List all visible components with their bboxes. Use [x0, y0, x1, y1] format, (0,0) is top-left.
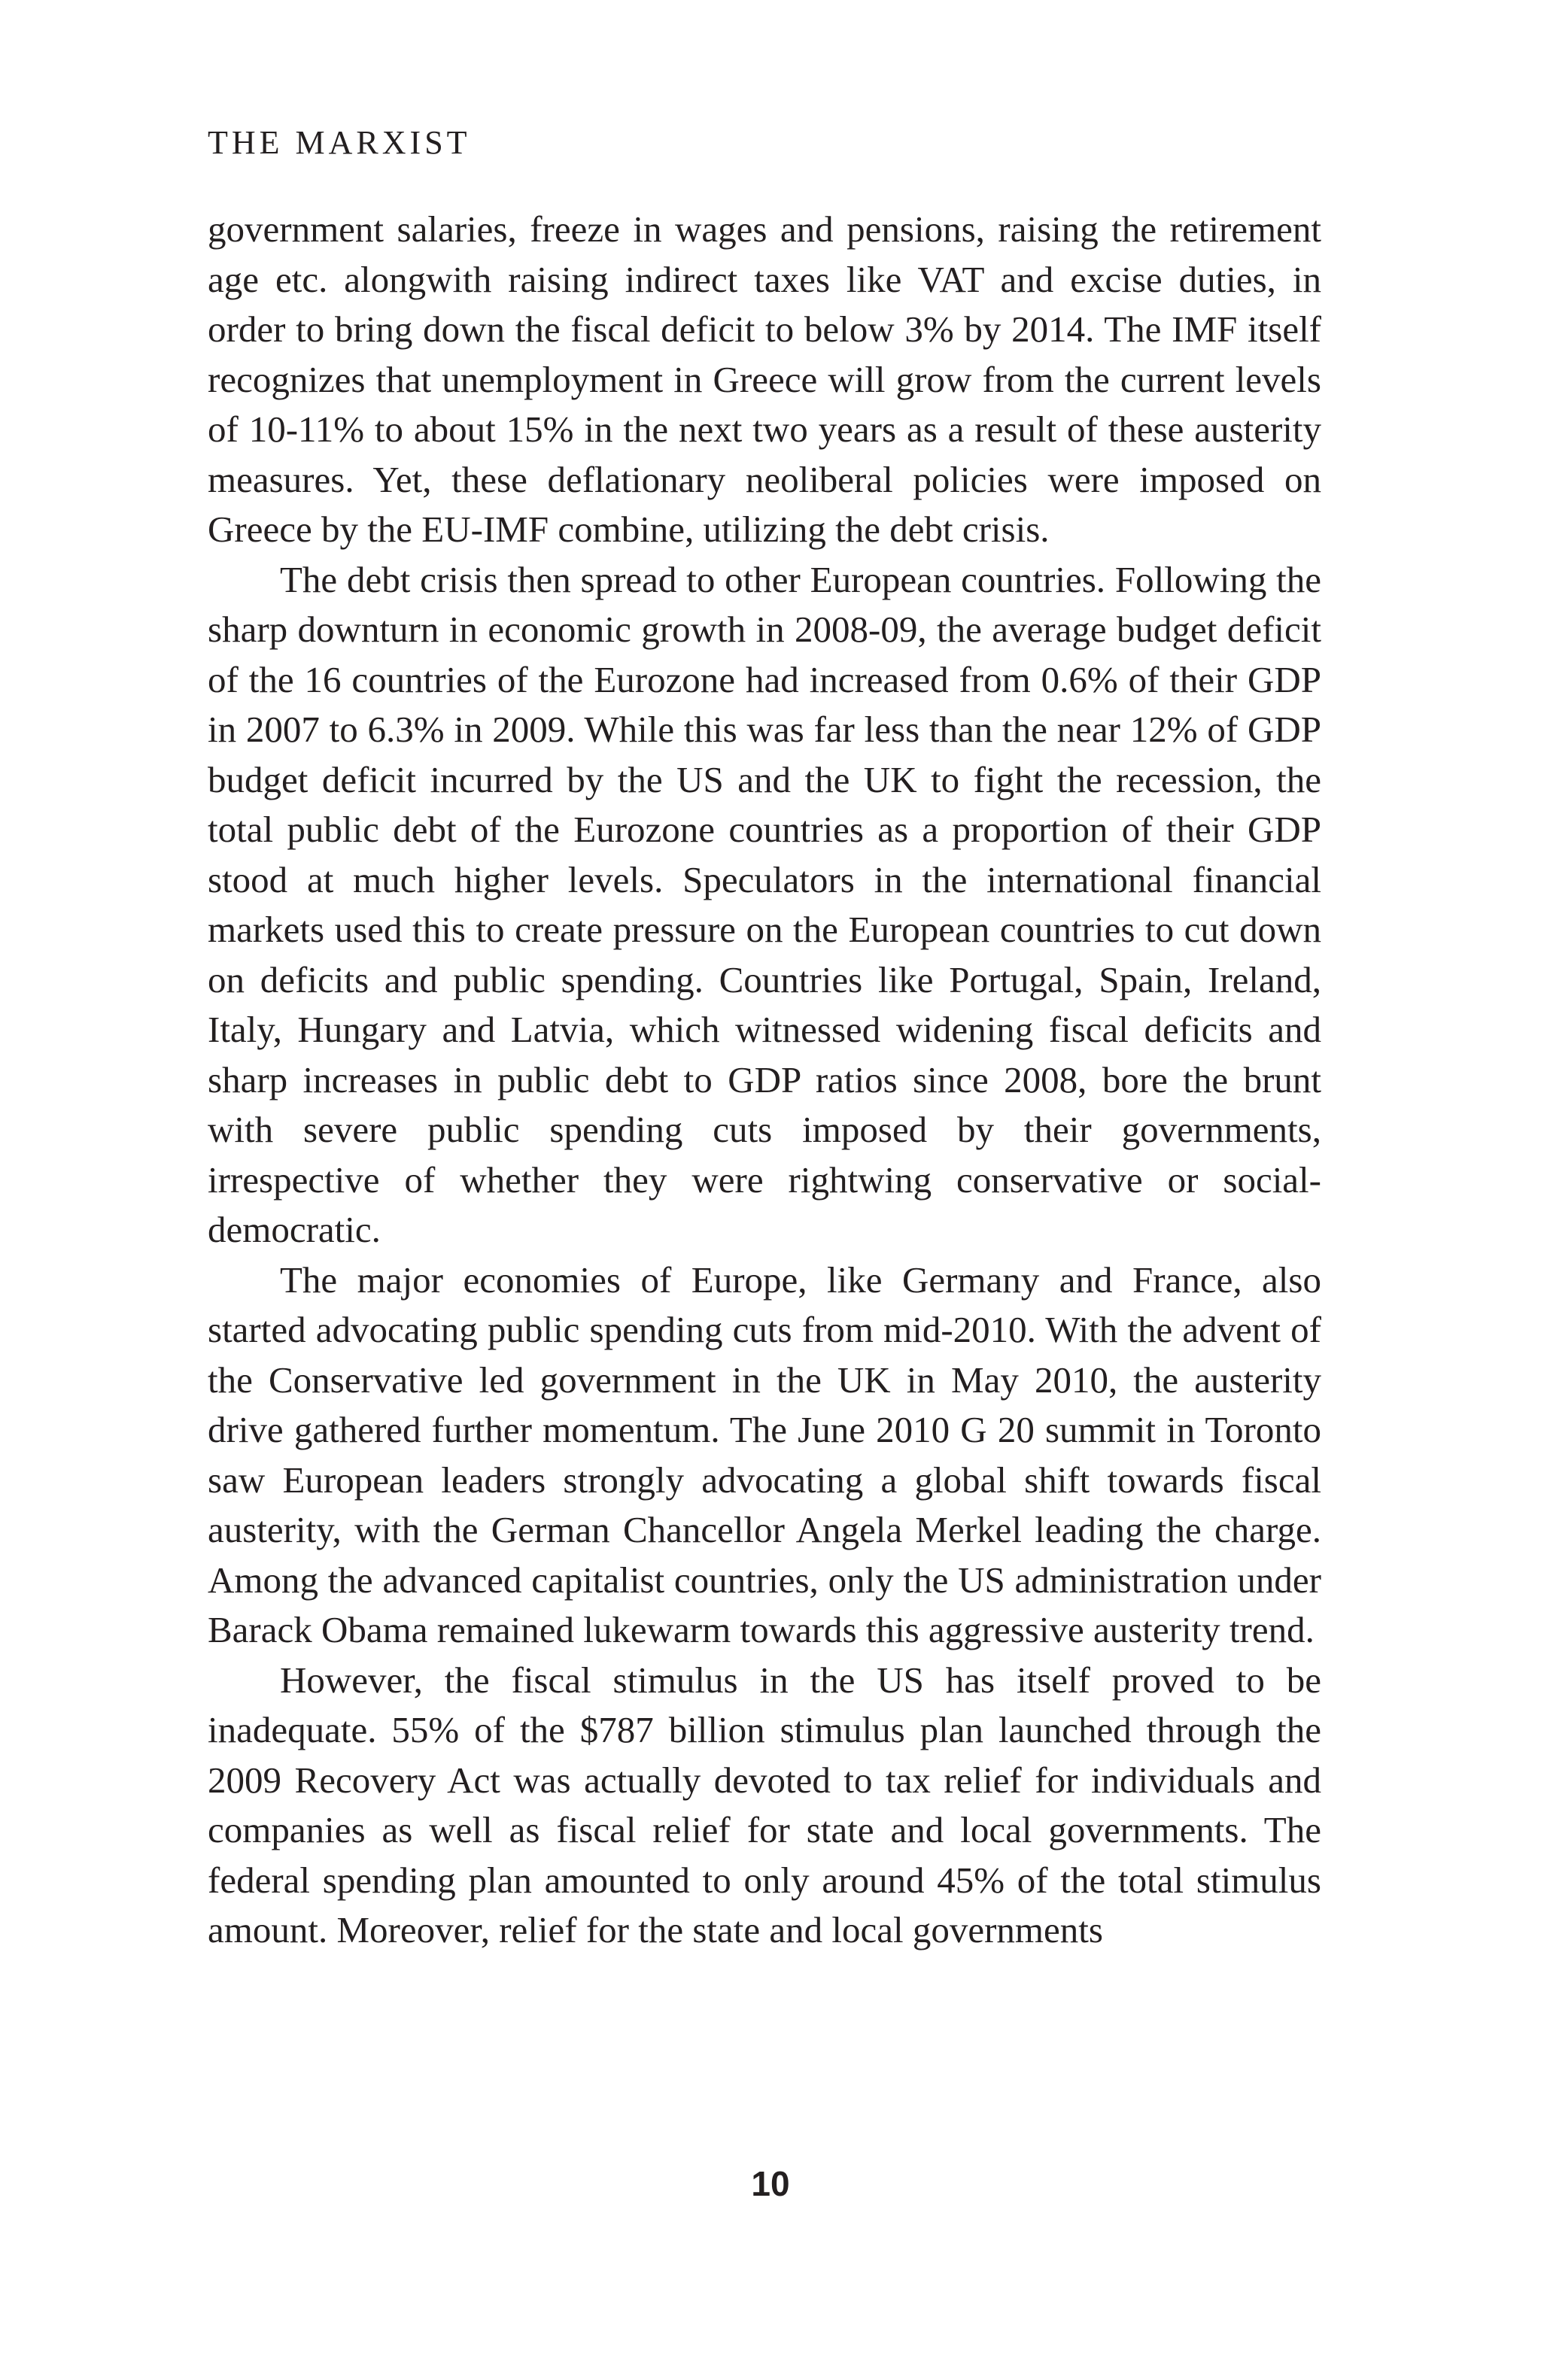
paragraph-1: government salaries, freeze in wages and pensions, raising the retirement age etc. alongwith raising indirect taxes like VAT and excise duties, in order to bring down the fiscal deficit to below 3% by 2014. The IMF itself recognizes that unemployment in Greece will grow from the current levels of 10-11% to about 15% in the next two years as a result of these austerity measures. Yet, these deflationary neoliberal policies were imposed on Greece by the EU-IMF combine, utilizing the debt crisis.: [208, 208, 1321, 550]
paragraph-4: However, the fiscal stimulus in the US has itself proved to be inadequate. 55% of the $787 billion stimulus plan launched through the 2009 Recovery Act was actually devoted to tax relief for individuals and companies as well as fiscal relief for state and local governments. The federal spending plan amounted to only around 45% of the total stimulus amount. Moreover, relief for the state and local governments: [208, 1659, 1321, 1950]
body-text: [208, 205, 1321, 1956]
paragraph-3: The major economies of Europe, like Germany and France, also started advocating public spending cuts from mid-2010. With the advent of the Conservative led government in the UK in May 2010, the austerity drive gathered further momentum. The June 2010 G 20 summit in Toronto saw European leaders strongly advocating a global shift towards fiscal austerity, with the German Chancellor Angela Merkel leading the charge. Among the advanced capitalist countries, only the US administration under Barack Obama remained lukewarm towards this aggressive austerity trend.: [208, 1258, 1321, 1650]
paragraph-2: The debt crisis then spread to other European countries. Following the sharp downturn in economic growth in 2008-09, the average budget deficit of the 16 countries of the Eurozone had increased from 0.6% of their GDP in 2007 to 6.3% in 2009. While this was far less than the near 12% of GDP budget deficit incurred by the US and the UK to fight the recession, the total public debt of the Eurozone countries as a proportion of their GDP stood at much higher levels. Speculators in the international financial markets used this to create pressure on the European countries to cut down on deficits and public spending. Countries like Portugal, Spain, Ireland, Italy, Hungary and Latvia, which witnessed widening fiscal deficits and sharp increases in public debt to GDP ratios since 2008, bore the brunt with severe public spending cuts imposed by their governments, irrespective of whether they were rightwing conservative or social-democratic.: [208, 558, 1321, 1250]
page-number: 10: [751, 2164, 790, 2203]
running-head: THE MARXIST: [208, 124, 471, 161]
